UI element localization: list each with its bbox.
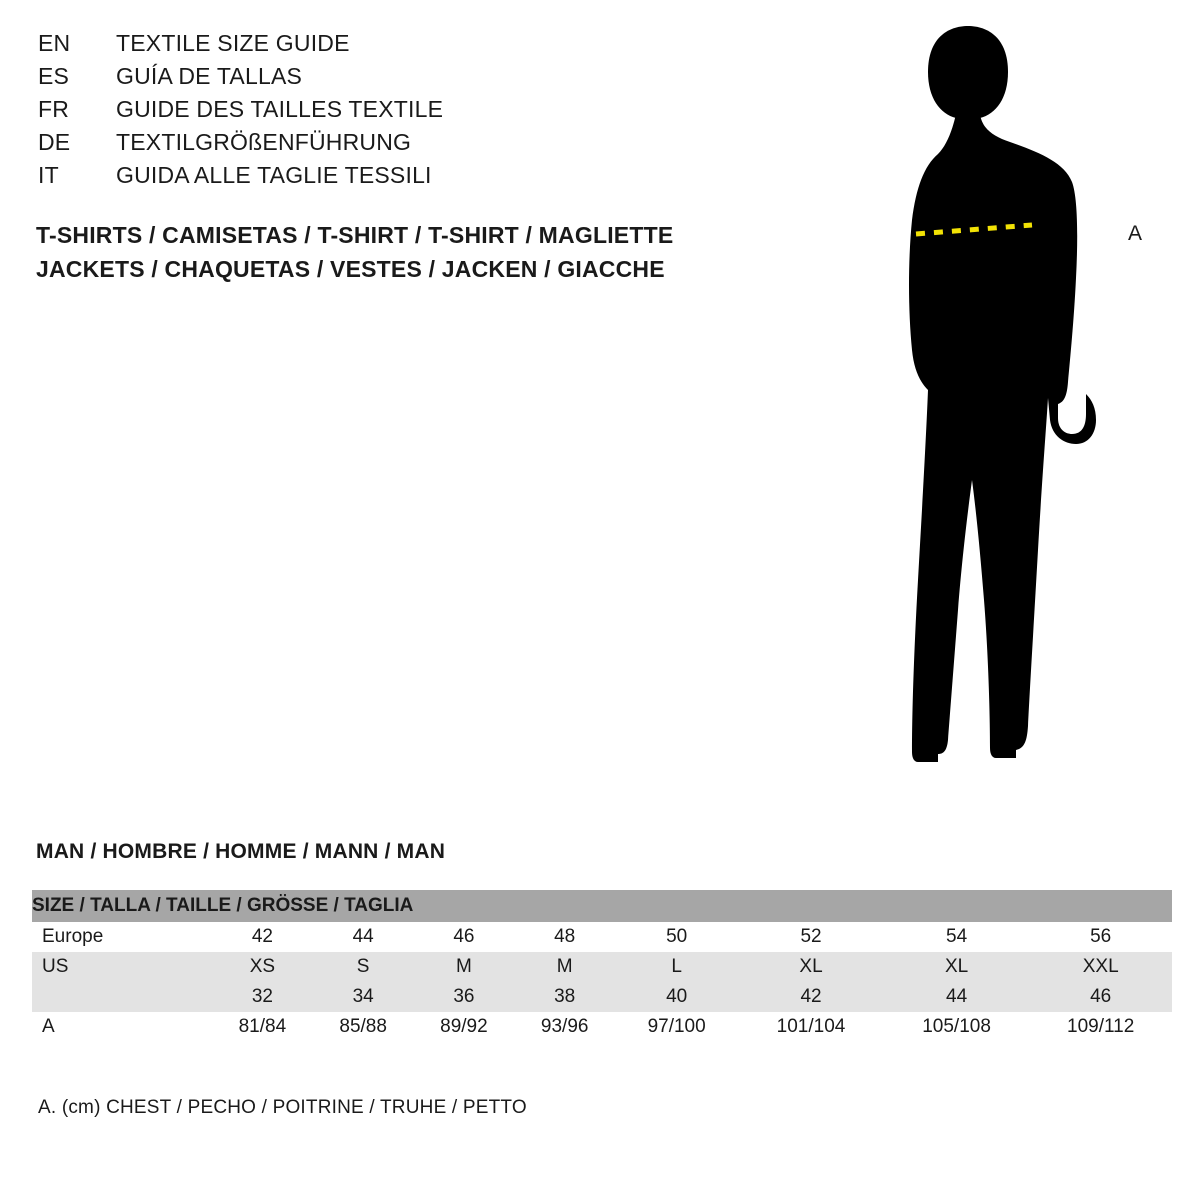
silhouette-svg — [820, 10, 1180, 800]
cell: XL — [884, 952, 1030, 982]
cell: 44 — [313, 922, 414, 952]
category-tshirts: T-SHIRTS / CAMISETAS / T-SHIRT / T-SHIRT / MAGLIETTE — [36, 222, 674, 248]
cell: 34 — [313, 982, 414, 1012]
size-table — [32, 890, 1172, 1042]
language-code: ES — [38, 63, 70, 89]
language-code: DE — [38, 129, 71, 155]
category-jackets: JACKETS / CHAQUETAS / VESTES / JACKEN / GIACCHE — [36, 256, 665, 282]
cell: 52 — [738, 922, 884, 952]
cell: 42 — [212, 922, 313, 952]
row-label: Europe — [32, 922, 212, 952]
row-label — [32, 982, 212, 1012]
cell: XL — [738, 952, 884, 982]
language-text: GUIDA ALLE TAGLIE TESSILI — [116, 162, 432, 188]
row-label: A — [32, 1012, 212, 1042]
language-code: FR — [38, 96, 70, 122]
cell: 46 — [1029, 982, 1172, 1012]
cell: 54 — [884, 922, 1030, 952]
table-row — [32, 922, 1172, 952]
gender-section-title: MAN / HOMBRE / HOMME / MANN / MAN — [36, 840, 446, 863]
cell: XS — [212, 952, 313, 982]
category-list — [36, 222, 836, 290]
table-row — [32, 952, 1172, 982]
language-row — [38, 30, 738, 63]
language-text: TEXTILE SIZE GUIDE — [116, 30, 350, 56]
cell: 48 — [514, 922, 615, 952]
language-row — [38, 162, 738, 195]
cell: 50 — [615, 922, 738, 952]
cell: M — [414, 952, 515, 982]
cell: S — [313, 952, 414, 982]
table-row — [32, 1012, 1172, 1042]
language-code: IT — [38, 162, 59, 188]
cell: 97/100 — [615, 1012, 738, 1042]
row-label: US — [32, 952, 212, 982]
language-row — [38, 63, 738, 96]
cell: 44 — [884, 982, 1030, 1012]
cell: 40 — [615, 982, 738, 1012]
language-text: GUÍA DE TALLAS — [116, 63, 303, 89]
language-text: GUIDE DES TAILLES TEXTILE — [116, 96, 444, 122]
cell: L — [615, 952, 738, 982]
table-header-row — [32, 890, 1172, 922]
cell: 38 — [514, 982, 615, 1012]
cell: 36 — [414, 982, 515, 1012]
cell: 81/84 — [212, 1012, 313, 1042]
cell: 56 — [1029, 922, 1172, 952]
cell: 89/92 — [414, 1012, 515, 1042]
language-text: TEXTILGRÖßENFÜHRUNG — [116, 129, 412, 155]
cell: 101/104 — [738, 1012, 884, 1042]
cell: XXL — [1029, 952, 1172, 982]
table-row — [32, 982, 1172, 1012]
cell: 105/108 — [884, 1012, 1030, 1042]
cell: 42 — [738, 982, 884, 1012]
language-list — [38, 30, 738, 195]
cell: 93/96 — [514, 1012, 615, 1042]
language-code: EN — [38, 30, 71, 56]
measure-label-a: A — [1128, 222, 1143, 245]
cell: 32 — [212, 982, 313, 1012]
table-footnote: A. (cm) CHEST / PECHO / POITRINE / TRUHE / PETTO — [38, 1097, 527, 1118]
cell: M — [514, 952, 615, 982]
language-row — [38, 96, 738, 129]
body-silhouette-figure — [820, 10, 1180, 800]
language-row — [38, 129, 738, 162]
cell: 109/112 — [1029, 1012, 1172, 1042]
cell: 46 — [414, 922, 515, 952]
cell: 85/88 — [313, 1012, 414, 1042]
table-header-label: SIZE / TALLA / TAILLE / GRÖSSE / TAGLIA — [32, 890, 1172, 922]
